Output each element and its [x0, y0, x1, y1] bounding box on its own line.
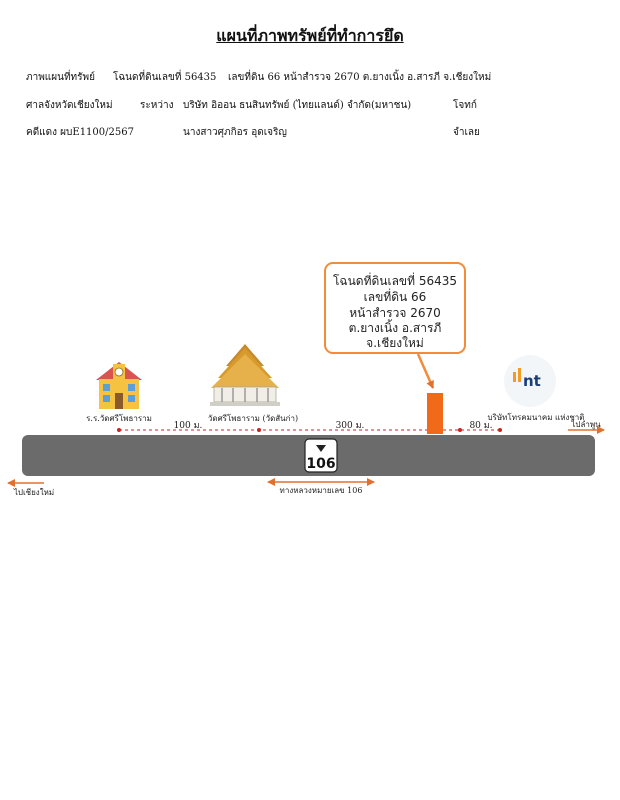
defendant-name: นางสาวศุภกิอร อุดเจริญ [183, 127, 287, 138]
deed-number: โฉนดที่ดินเลขที่ 56435 [113, 72, 217, 83]
court-name: ศาลจังหวัดเชียงใหม่ [26, 100, 113, 111]
distance-label: 80 ม. [469, 421, 493, 431]
parcel-details: เลขที่ดิน 66 หน้าสำรวจ 2670 ต.ยางเนิ้ง อ.สารภี จ.เชียงใหม่ [228, 72, 492, 83]
school-label: ร.ร.วัดศรีโพธาราม [86, 414, 152, 423]
distance-marker [117, 428, 121, 432]
distance-marker [257, 428, 261, 432]
callout-line: หน้าสำรวจ 2670 [349, 306, 441, 320]
distance-label: 300 ม. [335, 421, 365, 431]
defendant-role: จำเลย [453, 127, 480, 138]
between-label: ระหว่าง [140, 100, 174, 111]
callout-line: จ.เชียงใหม่ [366, 336, 424, 350]
callout-line: โฉนดที่ดินเลขที่ 56435 [332, 274, 458, 288]
distance-label: 100 ม. [173, 421, 203, 431]
school-icon [96, 362, 142, 409]
property-plot [427, 393, 443, 434]
callout-pointer [418, 354, 433, 388]
to-lamphun-label: ไปลำพูน [571, 420, 601, 429]
page-title: แผนที่ภาพทรัพย์ที่ทำการยึด [216, 26, 404, 45]
callout-line: เลขที่ดิน 66 [363, 290, 427, 304]
case-number: คดีแดง ผบE1100/2567 [26, 127, 134, 138]
distance-marker [498, 428, 502, 432]
highway-number: 106 [306, 456, 336, 472]
map-label: ภาพแผนที่ทรัพย์ [26, 72, 95, 83]
nt-logo-icon [504, 355, 556, 407]
temple-label: วัดศรีโพธาราม (วัดสันก่า) [207, 414, 299, 423]
nt-label: บริษัทโทรคมนาคม แห่งชาติ [487, 413, 585, 422]
callout-line: ต.ยางเนิ้ง อ.สารภี [348, 321, 442, 335]
to-chiangmai-label: ไปเชียงใหม่ [13, 488, 55, 497]
highway-label: ทางหลวงหมายเลข 106 [279, 486, 363, 495]
plaintiff-role: โจทก์ [453, 100, 477, 111]
plaintiff-name: บริษัท อิออน ธนสินทรัพย์ (ไทยแลนด์) จำกัด(มหาชน) [183, 100, 412, 111]
distance-marker [458, 428, 462, 432]
deed-callout [325, 263, 465, 353]
nt-logo-text: nt [523, 372, 541, 390]
highway-106-shield-icon [305, 439, 337, 472]
temple-icon [210, 344, 280, 406]
